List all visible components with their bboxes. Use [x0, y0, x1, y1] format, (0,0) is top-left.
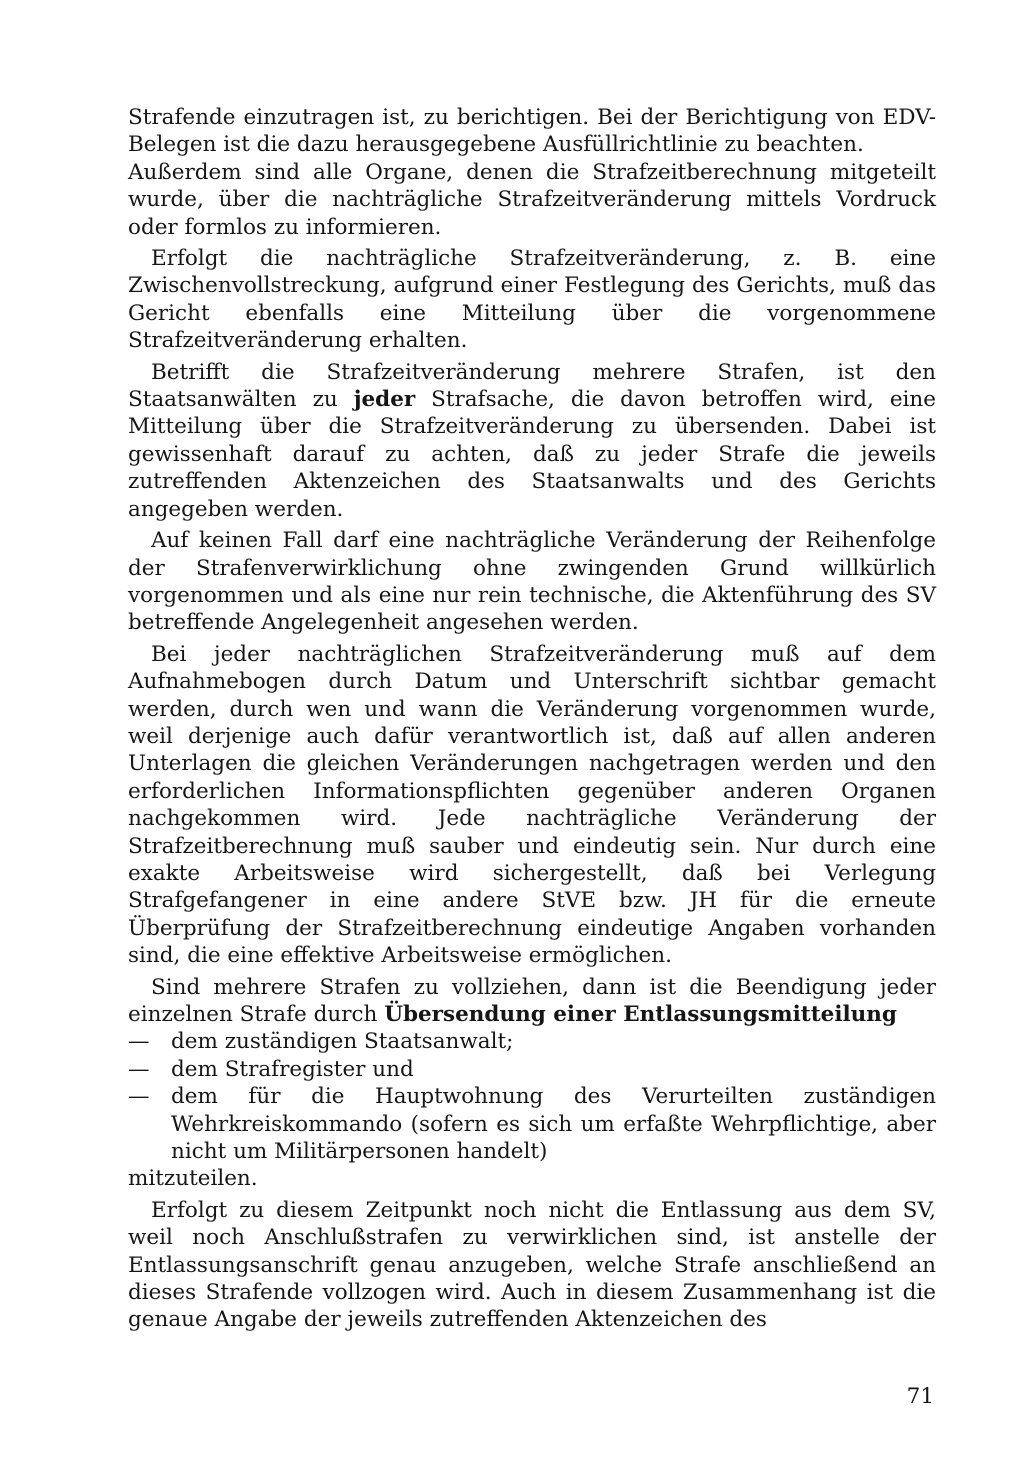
document-page-body	[128, 104, 936, 1334]
paragraph-7-emphasis: Übersendung einer Entlassungsmitteilung	[384, 1002, 897, 1027]
dash-marker: —	[128, 1029, 150, 1055]
recipient-list	[128, 1028, 936, 1165]
list-item	[128, 1083, 936, 1165]
paragraph-9: Erfolgt zu diesem Zeitpunkt noch nicht die Entlassung aus dem SV, weil noch Anschlußstrafen zu verwirklichen sind, ist anstelle der Entlassungsanschrift genau anzugeben, welche Strafe anschließend an dieses Strafende vollzogen wird. Auch in diesem Zusammenhang ist die genaue Angabe der jeweils zutreffenden Aktenzeichen des	[128, 1197, 936, 1333]
page-number: 71	[906, 1384, 934, 1409]
list-item-text: dem Strafregister und	[171, 1056, 414, 1082]
dash-marker: —	[128, 1056, 150, 1082]
paragraph-4	[128, 359, 936, 523]
paragraph-7-text-start: Sind mehrere Strafen zu vollziehen, dann ist die Beendigung jeder einzelnen Strafe durch	[128, 974, 936, 1027]
paragraph-5: Auf keinen Fall darf eine nachträgliche Veränderung der Reihenfolge der Strafenverwirklichung ohne zwingenden Grund willkürlich vorgenommen und als eine nur rein technische, die Aktenführung des SV betreffende Angelegenheit angesehen werden.	[128, 528, 936, 636]
paragraph-3: Erfolgt die nachträgliche Strafzeitveränderung, z. B. eine Zwischenvollstreckung, aufgrund einer Festlegung des Gerichts, muß das Gericht ebenfalls eine Mitteilung über die vorgenommene Strafzeitveränderung erhalten.	[128, 246, 936, 354]
paragraph-1: Strafende einzutragen ist, zu berichtigen. Bei der Berichtigung von EDV-Belegen ist die dazu herausgegebene Ausfüllrichtlinie zu beachten.	[128, 105, 936, 158]
list-item	[128, 1056, 936, 1083]
paragraph-7	[128, 974, 936, 1029]
paragraph-4-emphasis: jeder	[353, 387, 416, 413]
paragraph-4-text-end: Strafsache, die davon betroffen wird, eine Mitteilung über die Strafzeitveränderung zu übersenden. Dabei ist gewissenhaft darauf zu achten, daß zu jeder Strafe die jeweils zutreffenden Aktenzeichen des Staatsanwalts und des Gerichts angegeben werden.	[128, 387, 936, 522]
paragraph-4-text-start: Betrifft die Strafzeitveränderung mehrere Strafen, ist den Staatsanwälten zu	[128, 359, 936, 413]
list-item-text: dem für die Hauptwohnung des Verurteilten zuständigen Wehrkreiskommando (sofern es sich um erfaßte Wehrpflichtige, aber nicht um Militärpersonen handelt)	[171, 1084, 936, 1165]
list-item-text: dem zuständigen Staatsanwalt;	[171, 1029, 514, 1055]
paragraph-8: mitzuteilen.	[128, 1166, 258, 1192]
paragraph-2: Außerdem sind alle Organe, denen die Strafzeitberechnung mitgeteilt wurde, über die nachträgliche Strafzeitveränderung mittels Vordruck oder formlos zu informieren.	[128, 159, 936, 240]
dash-marker: —	[128, 1084, 150, 1110]
list-item	[128, 1028, 936, 1055]
paragraph-6: Bei jeder nachträglichen Strafzeitveränderung muß auf dem Aufnahmebogen durch Datum und Unterschrift sichtbar gemacht werden, durch wen und wann die Veränderung vorgenommen wurde, weil derjenige auch dafür verantwortlich ist, daß auf allen anderen Unterlagen die gleichen Veränderungen nachgetragen werden und den erforderlichen Informationspflichten gegenüber anderen Organen nachgekommen wird. Jede nachträgliche Veränderung der Strafzeitberechnung muß sauber und eindeutig sein. Nur durch eine exakte Arbeitsweise wird sichergestellt, daß bei Verlegung Strafgefangener in eine andere StVE bzw. JH für die erneute Überprüfung der Strafzeitberechnung eindeutige Angaben vorhanden sind, die eine effektive Arbeitsweise ermöglichen.	[128, 641, 936, 969]
